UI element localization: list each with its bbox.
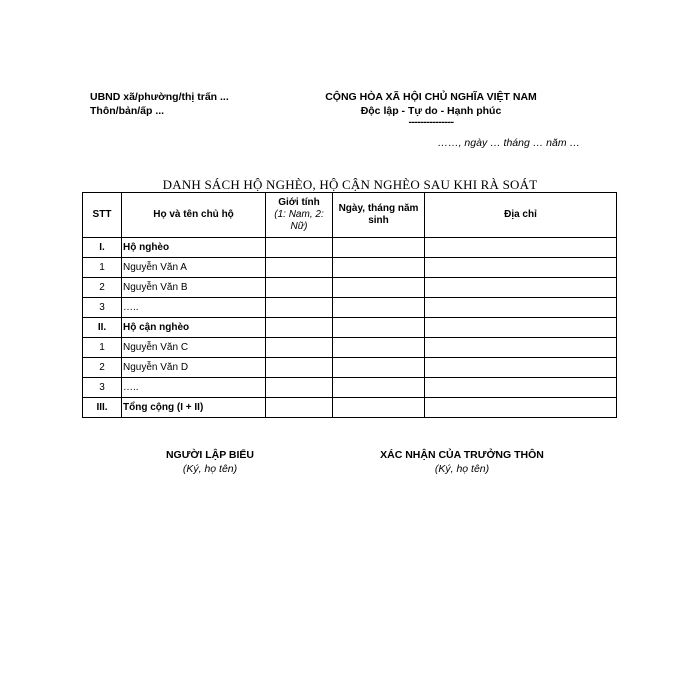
- row-dob: [333, 278, 425, 298]
- table-header-row: [83, 193, 617, 238]
- issuing-authority: [90, 90, 229, 118]
- row-gender: [266, 398, 333, 418]
- row-stt: 2: [83, 358, 122, 378]
- row-gender: [266, 318, 333, 338]
- table-row: [83, 258, 617, 278]
- row-dob: [333, 398, 425, 418]
- row-stt: 3: [83, 378, 122, 398]
- table-row: [83, 338, 617, 358]
- commune-line: UBND xã/phường/thị trấn ...: [90, 91, 229, 103]
- header-dob: Ngày, tháng năm sinh: [333, 193, 425, 238]
- table-row: [83, 318, 617, 338]
- header-gender-title: Giới tính: [278, 197, 320, 208]
- row-gender: [266, 258, 333, 278]
- village-head-subtitle: (Ký, họ tên): [434, 463, 490, 475]
- table-row: [83, 278, 617, 298]
- village-head-title: XÁC NHẬN CỦA TRƯỞNG THÔN: [380, 449, 544, 461]
- table-row: [83, 398, 617, 418]
- table-row: [83, 238, 617, 258]
- table-row: [83, 378, 617, 398]
- row-gender: [266, 278, 333, 298]
- row-dob: [333, 318, 425, 338]
- row-name: Nguyễn Văn A: [122, 258, 266, 278]
- village-head-signature: [352, 448, 572, 476]
- row-dob: [333, 378, 425, 398]
- row-dob: [333, 358, 425, 378]
- row-address: [425, 378, 617, 398]
- row-address: [425, 338, 617, 358]
- row-name: Hộ nghèo: [122, 238, 266, 258]
- header-name: Họ và tên chủ hộ: [122, 193, 266, 238]
- village-line: Thôn/bản/ấp ...: [90, 105, 165, 117]
- row-name: Nguyễn Văn D: [122, 358, 266, 378]
- row-address: [425, 258, 617, 278]
- row-gender: [266, 338, 333, 358]
- row-gender: [266, 298, 333, 318]
- row-dob: [333, 238, 425, 258]
- row-stt: 1: [83, 258, 122, 278]
- table-row: [83, 298, 617, 318]
- nation-name: CỘNG HÒA XÃ HỘI CHỦ NGHĨA VIỆT NAM: [325, 91, 537, 103]
- row-stt: 1: [83, 338, 122, 358]
- row-name: …..: [122, 298, 266, 318]
- row-address: [425, 298, 617, 318]
- row-dob: [333, 298, 425, 318]
- household-table: [82, 192, 617, 418]
- preparer-signature: [140, 448, 280, 476]
- row-address: [425, 318, 617, 338]
- row-name: Nguyễn Văn B: [122, 278, 266, 298]
- row-stt: II.: [83, 318, 122, 338]
- preparer-title: NGƯỜI LẬP BIỂU: [165, 449, 255, 461]
- row-stt: 2: [83, 278, 122, 298]
- header-gender-note: (1: Nam, 2: Nữ): [274, 209, 324, 232]
- national-header: [300, 90, 562, 126]
- row-name: …..: [122, 378, 266, 398]
- row-address: [425, 398, 617, 418]
- row-name: Tổng cộng (I + II): [122, 398, 266, 418]
- header-stt: STT: [83, 193, 122, 238]
- table-row: [83, 358, 617, 378]
- row-gender: [266, 378, 333, 398]
- date-line: ……, ngày … tháng … năm …: [437, 137, 580, 149]
- header-gender: [266, 193, 333, 238]
- header-divider: ---------------: [408, 116, 454, 128]
- row-address: [425, 278, 617, 298]
- national-motto: Độc lập - Tự do - Hạnh phúc: [360, 105, 502, 117]
- row-stt: I.: [83, 238, 122, 258]
- document-title: DANH SÁCH HỘ NGHÈO, HỘ CẬN NGHÈO SAU KHI RÀ SOÁT: [162, 177, 538, 192]
- row-stt: III.: [83, 398, 122, 418]
- row-gender: [266, 358, 333, 378]
- row-gender: [266, 238, 333, 258]
- row-name: Nguyễn Văn C: [122, 338, 266, 358]
- row-address: [425, 238, 617, 258]
- header-address: Địa chỉ: [425, 193, 617, 238]
- row-address: [425, 358, 617, 378]
- preparer-subtitle: (Ký, họ tên): [182, 463, 238, 475]
- row-name: Hộ cận nghèo: [122, 318, 266, 338]
- row-dob: [333, 258, 425, 278]
- row-dob: [333, 338, 425, 358]
- row-stt: 3: [83, 298, 122, 318]
